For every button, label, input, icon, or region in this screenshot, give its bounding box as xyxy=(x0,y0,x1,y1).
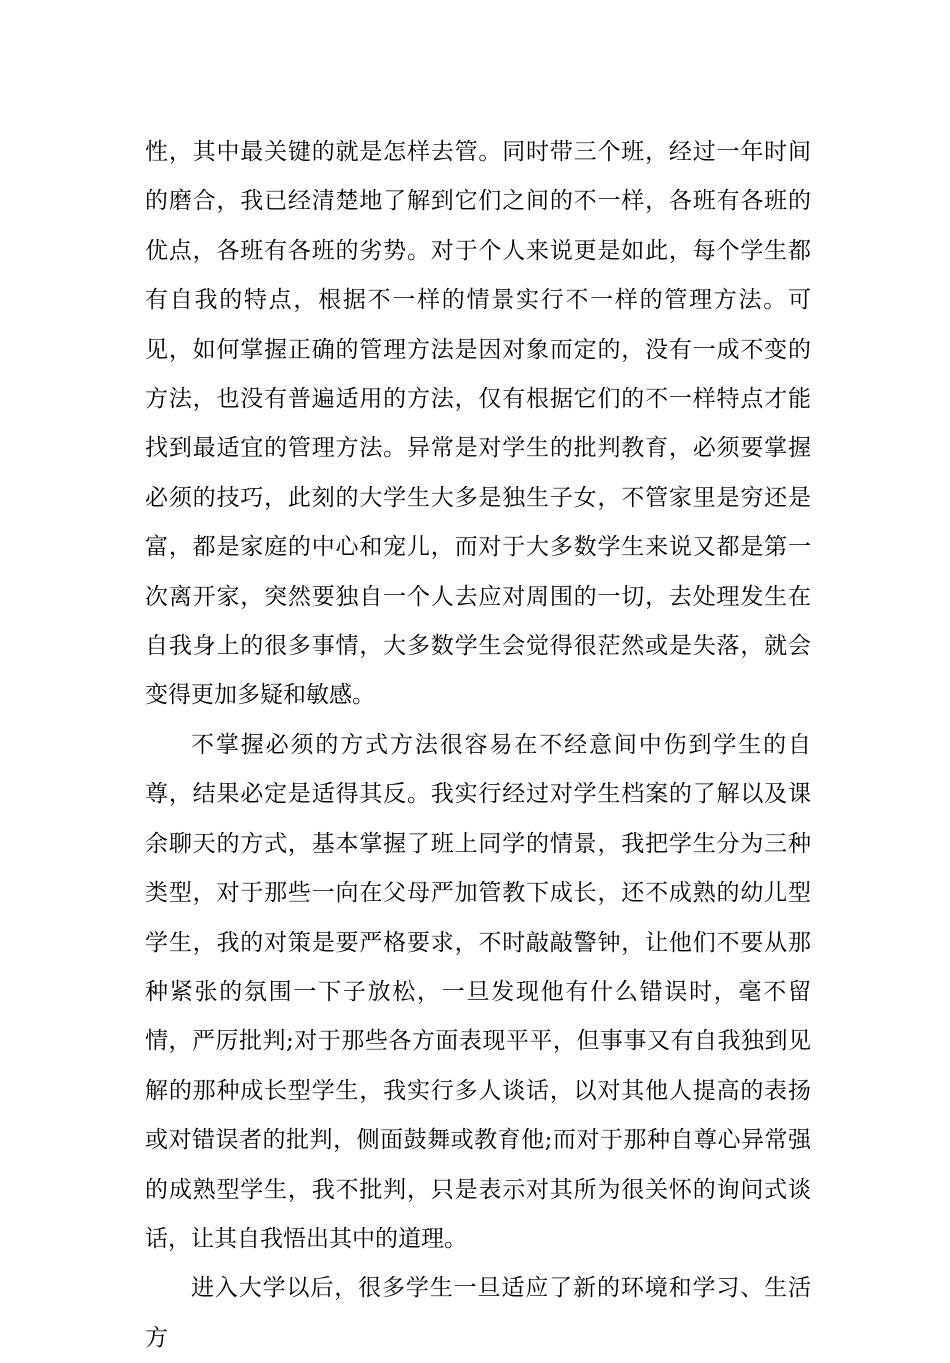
document-body xyxy=(145,128,811,1363)
paragraph-1: 性，其中最关键的就是怎样去管。同时带三个班，经过一年时间的磨合，我已经清楚地了解到它们之间的不一样，各班有各班的优点，各班有各班的劣势。对于个人来说更是如此，每个学生都有自我的特点，根据不一样的情景实行不一样的管理方法。可见，如何掌握正确的管理方法是因对象而定的，没有一成不变的方法，也没有普遍适用的方法，仅有根据它们的不一样特点才能找到最适宜的管理方法。异常是对学生的批判教育，必须要掌握必须的技巧，此刻的大学生大多是独生子女，不管家里是穷还是富，都是家庭的中心和宠儿，而对于大多数学生来说又都是第一次离开家，突然要独自一个人去应对周围的一切，去处理发生在自我身上的很多事情，大多数学生会觉得很茫然或是失落，就会变得更加多疑和敏感。 xyxy=(145,139,811,709)
paragraph-2: 不掌握必须的方式方法很容易在不经意间中伤到学生的自尊，结果必定是适得其反。我实行经过对学生档案的了解以及课余聊天的方式，基本掌握了班上同学的情景，我把学生分为三种类型，对于那些一向在父母严加管教下成长，还不成熟的幼儿型学生，我的对策是要严格要求，不时敲敲警钟，让他们不要从那种紧张的氛围一下子放松，一旦发现他有什么错误时，毫不留情，严厉批判;对于那些各方面表现平平，但事事又有自我独到见解的那种成长型学生，我实行多人谈话，以对其他人提高的表扬或对错误者的批判，侧面鼓舞或教育他;而对于那种自尊心异常强的成熟型学生，我不批判，只是表示对其所为很关怀的询问式谈话，让其自我悟出其中的道理。 xyxy=(145,731,811,1252)
paragraph-3: 进入大学以后，很多学生一旦适应了新的环境和学习、生活方 xyxy=(145,1275,811,1351)
